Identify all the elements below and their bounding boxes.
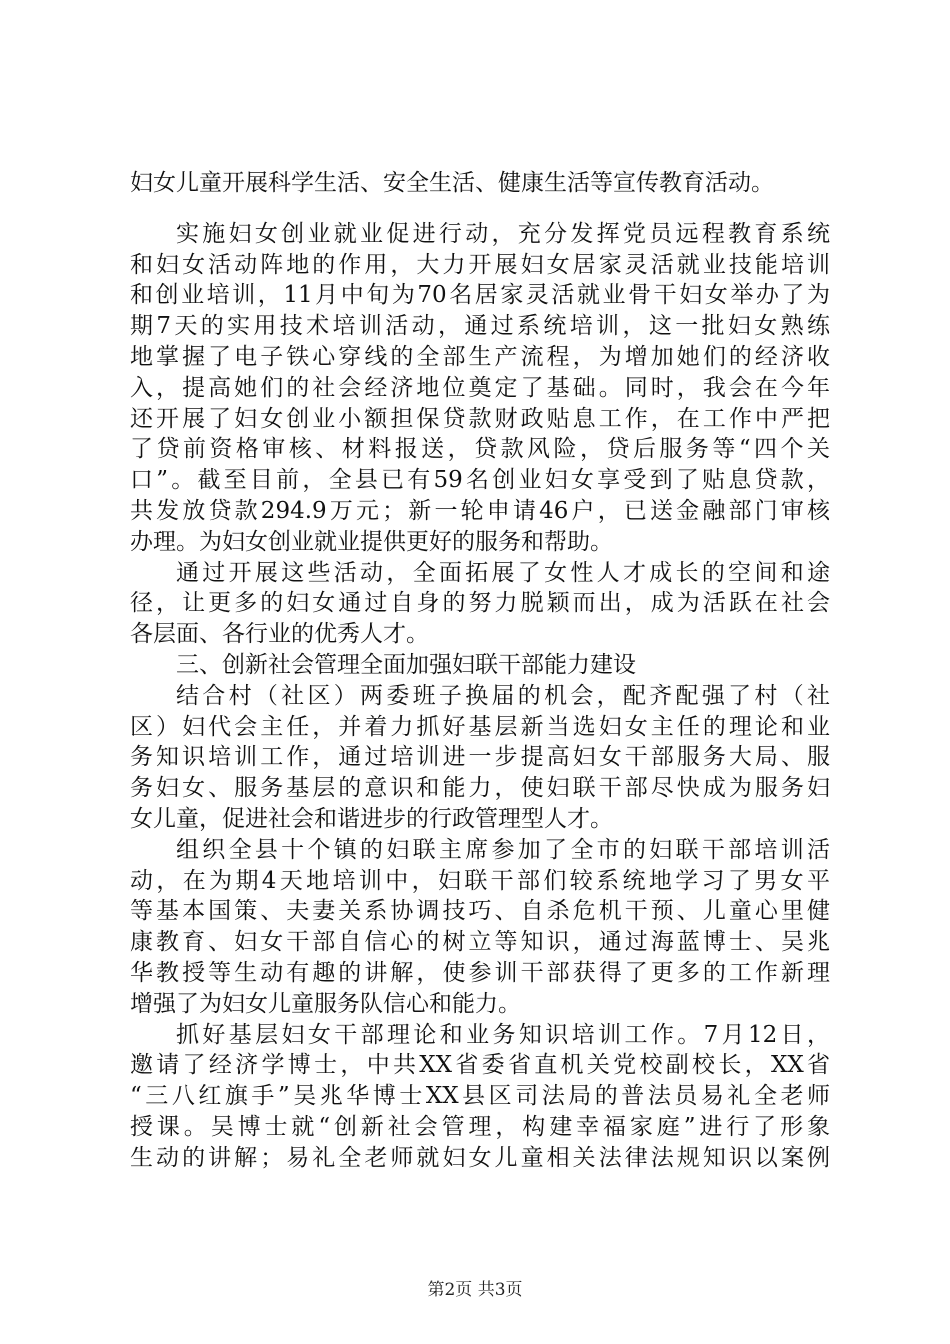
text-line: 了贷前资格审核、材料报送，贷款风险，贷后服务等“四个关	[130, 436, 830, 463]
text-line: 结合村（社区）两委班子换届的机会，配齐配强了村（社	[176, 682, 830, 709]
text-line: 女儿童，促进社会和谐进步的行政管理型人才。	[130, 805, 613, 832]
page-footer: 第2页 共3页	[427, 1280, 523, 1300]
text-line: “三八红旗手”吴兆华博士XX县区司法局的普法员易礼全老师	[130, 1083, 830, 1110]
text-line: 各层面、各行业的优秀人才。	[130, 621, 429, 648]
text-line: 实施妇女创业就业促进行动，充分发挥党员远程教育系统	[176, 220, 830, 247]
text-line: 生动的讲解；易礼全老师就妇女儿童相关法律法规知识以案例	[130, 1144, 830, 1171]
text-line: 动，在为期4天地培训中，妇联干部们较系统地学习了男女平	[130, 867, 830, 894]
text-line: 共发放贷款294.9万元；新一轮申请46户，已送金融部门审核	[130, 497, 830, 524]
text-line: 通过开展这些活动，全面拓展了女性人才成长的空间和途	[176, 559, 830, 586]
text-line: 组织全县十个镇的妇联主席参加了全市的妇联干部培训活	[176, 836, 830, 863]
text-line: 增强了为妇女儿童服务队信心和能力。	[130, 990, 521, 1017]
text-line: 和创业培训，11月中旬为70名居家灵活就业骨干妇女举办了为	[130, 282, 830, 309]
text-line: 务妇女、服务基层的意识和能力，使妇联干部尽快成为服务妇	[130, 775, 830, 802]
text-line: 华教授等生动有趣的讲解，使参训干部获得了更多的工作新理	[130, 959, 830, 986]
text-line: 径，让更多的妇女通过自身的努力脱颖而出，成为活跃在社会	[130, 590, 830, 617]
text-line: 地掌握了电子铁心穿线的全部生产流程，为增加她们的经济收	[130, 343, 830, 370]
text-line: 口”。截至目前，全县已有59名创业妇女享受到了贴息贷款，	[130, 467, 830, 494]
text-line: 妇女儿童开展科学生活、安全生活、健康生活等宣传教育活动。	[130, 170, 774, 196]
text-line: 和妇女活动阵地的作用，大力开展妇女居家灵活就业技能培训	[130, 251, 830, 278]
document-body	[130, 168, 830, 1174]
text-line: 抓好基层妇女干部理论和业务知识培训工作。7月12日，	[176, 1021, 830, 1048]
text-line: 期7天的实用技术培训活动，通过系统培训，这一批妇女熟练	[130, 313, 830, 340]
text-line: 康教育、妇女干部自信心的树立等知识，通过海蓝博士、吴兆	[130, 929, 830, 956]
paragraph-gap	[130, 199, 830, 219]
text-line: 邀请了经济学博士，中共XX省委省直机关党校副校长，XX省	[130, 1052, 830, 1079]
text-line: 区）妇代会主任，并着力抓好基层新当选妇女主任的理论和业	[130, 713, 830, 740]
text-line: 务知识培训工作，通过培训进一步提高妇女干部服务大局、服	[130, 744, 830, 771]
text-line: 授课。吴博士就“创新社会管理，构建幸福家庭”进行了形象	[130, 1113, 830, 1140]
text-line: 入，提高她们的社会经济地位奠定了基础。同时，我会在今年	[130, 374, 830, 401]
text-line: 还开展了妇女创业小额担保贷款财政贴息工作，在工作中严把	[130, 405, 830, 432]
text-line: 等基本国策、夫妻关系协调技巧、自杀危机干预、儿童心里健	[130, 898, 830, 925]
section-heading: 三、创新社会管理全面加强妇联干部能力建设	[176, 651, 636, 678]
text-line: 办理。为妇女创业就业提供更好的服务和帮助。	[130, 528, 613, 555]
